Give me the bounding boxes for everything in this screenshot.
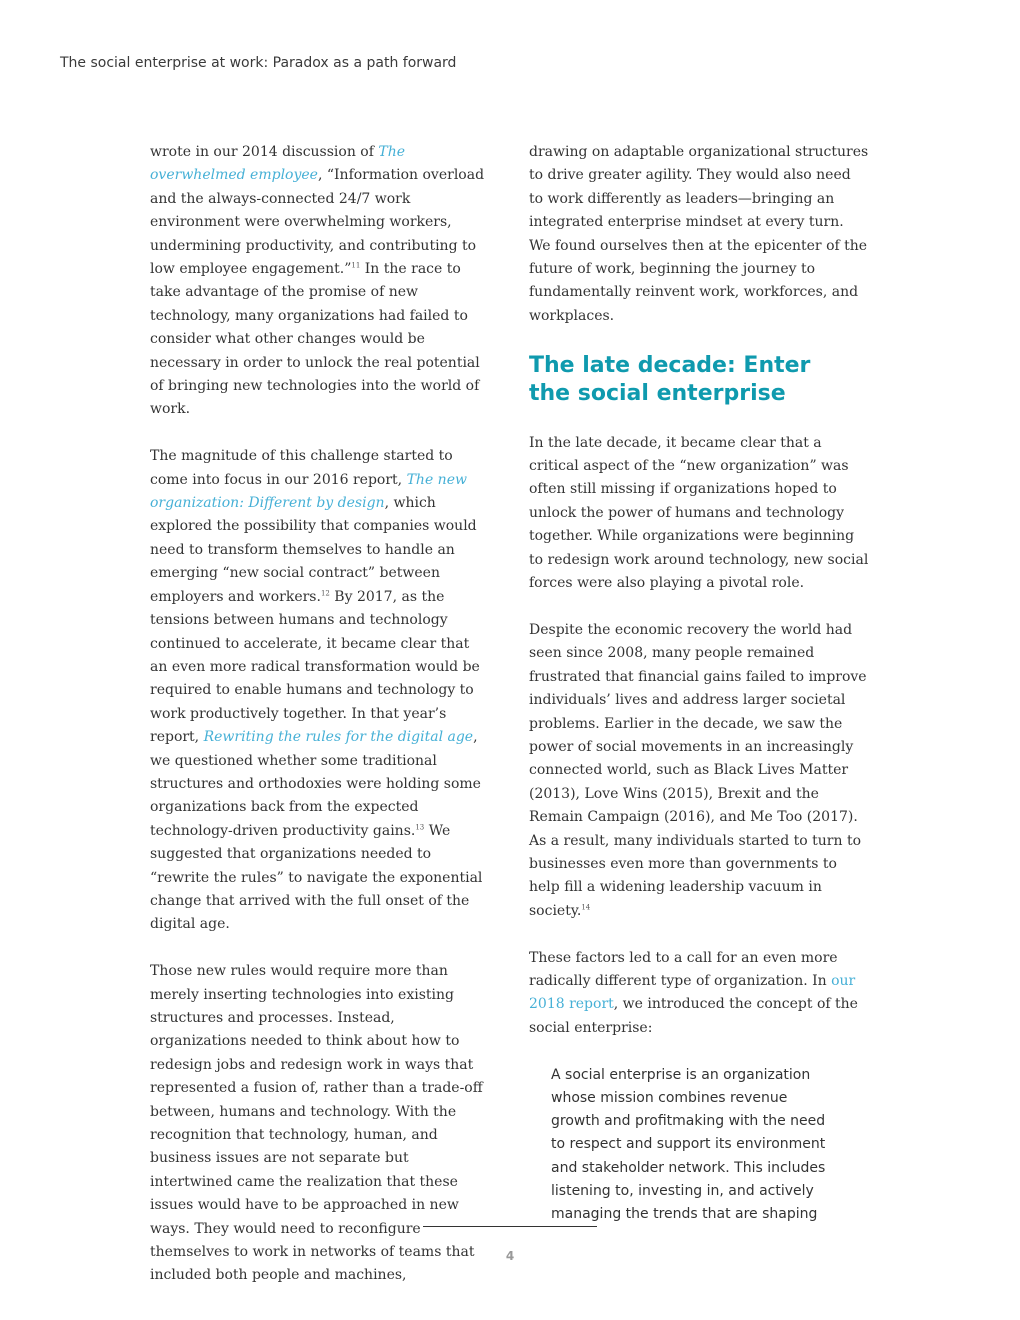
right-column [529, 141, 869, 1227]
link-2018-report[interactable]: our 2018 report [529, 972, 856, 1013]
paragraph [529, 619, 869, 923]
paragraph [150, 141, 490, 422]
text-run: , “Information overload and the always-connected 24/7 work environment were overwhelming workers, undermining productivity, and contributing to low employee engagement.” [150, 167, 485, 278]
running-header: The social enterprise at work: Paradox as a path forward [60, 55, 457, 71]
heading-line: the social enterprise [529, 380, 786, 406]
text-run: In the race to take advantage of the promise of new technology, many organizations had failed to consider what other changes would be necessary in order to unlock the real potential of bringing new technologies into the world of work. [150, 261, 480, 418]
text-run: We suggested that organizations needed to “rewrite the rules” to navigate the exponential change that arrived with the full onset of the digital age. [150, 822, 483, 933]
text-run: These factors led to a call for an even more radically different type of organization. In [529, 949, 838, 989]
text-run: wrote in our 2014 discussion of [150, 144, 379, 160]
text-run: The magnitude of this challenge started to come into focus in our 2016 report, [150, 448, 453, 488]
paragraph: Those new rules would require more than merely inserting technologies into existing structures and processes. Instead, organizations needed to think about how to redesign jobs and redesign work in ways that represented a fusion of, rather than a trade-off between, humans and technology. With the recognition that technology, human, and business issues are not separate but intertwined came the realization that these issues would have to be approached in new ways. They would need to reconfigure themselves to work in networks of teams that included both people and machines, [150, 963, 483, 1284]
heading-line: The late decade: Enter [529, 352, 811, 378]
footnote-ref: 11 [351, 261, 361, 270]
paragraph [529, 947, 869, 1041]
paragraph: In the late decade, it became clear that a critical aspect of the “new organization” was often still missing if organizations hoped to unlock the power of humans and technology together. While organizations were beginning to redesign work around technology, new social forces were also playing a pivotal role. [529, 434, 869, 592]
footnote-ref: 13 [415, 823, 425, 832]
footnote-ref: 12 [320, 589, 330, 598]
text-run: , which explored the possibility that companies would need to transform themselves to handle an emerging “new social contract” between employers and workers. [150, 495, 477, 605]
page-number: 4 [505, 1249, 515, 1263]
link-overwhelmed-employee[interactable]: The overwhelmed employee [150, 144, 406, 184]
text-run: Despite the economic recovery the world had seen since 2008, many people remained frustrated that financial gains failed to improve individuals’ lives and address larger societal problems. Earlier in the decade, we saw the power of social movements in an increasingly connected world, such as Black Lives Matter (2013), Love Wins (2015), Brexit and the Remain Campaign (2016), and Me Too (2017). As a result, many individuals started to turn to businesses even more than governments to help fill a widening leadership vacuum in society. [529, 621, 867, 919]
section-heading [529, 352, 869, 408]
paragraph [150, 445, 490, 937]
pull-quote: A social enterprise is an organization whose mission combines revenue growth and profitmaking with the need to respect and support its environment and stakeholder network. This includes listening to, investing in, and actively managing the trends that are shaping [551, 1066, 826, 1223]
text-run: By 2017, as the tensions between humans and technology continued to accelerate, it became clear that an even more radical transformation would be required to enable humans and technology to work productively together. In that year’s report, [150, 588, 480, 746]
text-run: , we questioned whether some traditional structures and orthodoxies were holding some organizations back from the expected technology-driven productivity gains. [150, 729, 481, 839]
text-run: , we introduced the concept of the social enterprise: [529, 996, 858, 1036]
footnote-ref: 14 [581, 903, 591, 912]
left-column [150, 141, 490, 1311]
link-rewriting-the-rules[interactable]: Rewriting the rules for the digital age [203, 729, 474, 746]
paragraph: drawing on adaptable organizational structures to drive greater agility. They would also need to work differently as leaders—bringing an integrated enterprise mindset at every turn. We found ourselves then at the epicenter of the future of work, beginning the journey to fundamentally reinvent work, workforces, and workplaces. [529, 144, 869, 324]
footer-rule [423, 1226, 597, 1227]
link-new-organization[interactable]: The new organization: Different by design [150, 471, 467, 512]
